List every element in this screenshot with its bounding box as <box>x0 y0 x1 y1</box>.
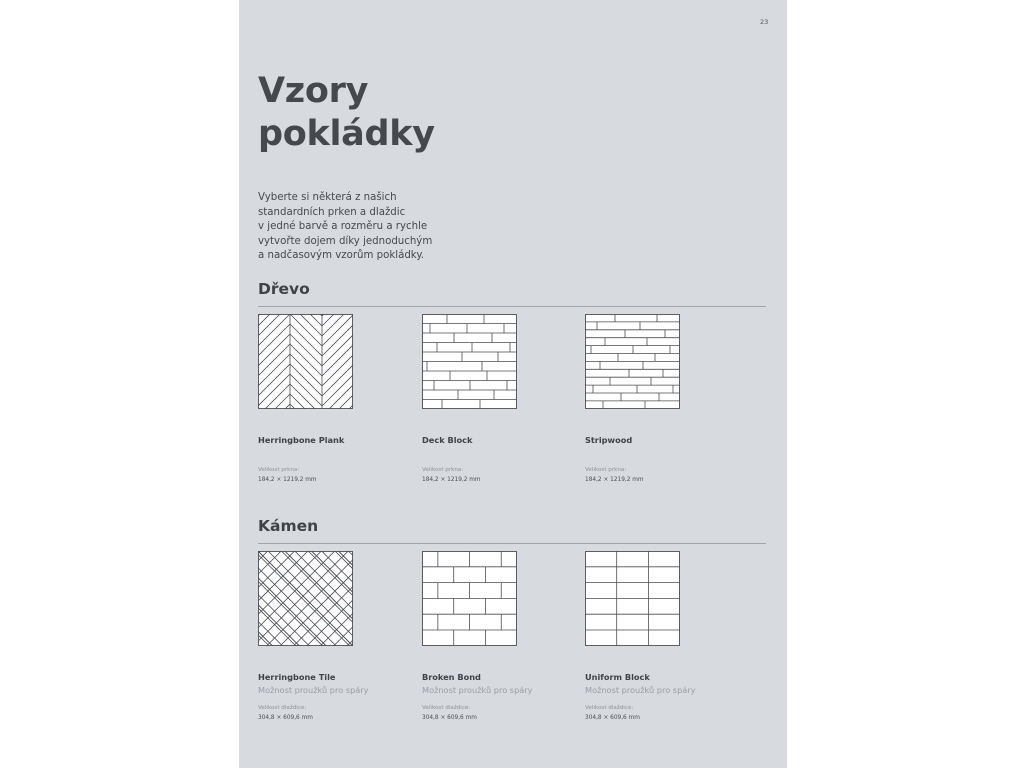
pattern-name: Herringbone Tile <box>258 672 336 682</box>
stripwood-pattern-icon <box>585 314 680 409</box>
size-label: Velikost prkna: <box>585 467 627 473</box>
size-label: Velikost prkna: <box>258 467 300 473</box>
size-value: 304,8 × 609,6 mm <box>422 715 477 721</box>
grout-strip-option: Možnost proužků pro spáry <box>422 685 533 695</box>
intro-line: standardních prken a dlaždic <box>258 206 406 218</box>
deck-block-pattern-icon <box>422 314 517 409</box>
size-value: 184,2 × 1219,2 mm <box>585 477 644 483</box>
broken-bond-pattern-icon <box>422 551 517 646</box>
intro-line: v jedné barvě a rozměru a rychle <box>258 221 428 232</box>
intro-line: vytvořte dojem díky jednoduchým <box>258 235 433 247</box>
pattern-card-herringbone-plank <box>258 314 408 489</box>
page-title-line-2: pokládky <box>258 114 435 154</box>
uniform-block-pattern-icon <box>585 551 680 646</box>
size-label: Velikost dlaždice: <box>422 705 471 711</box>
pattern-card-uniform-block <box>585 551 735 726</box>
section-divider <box>258 543 766 544</box>
pattern-name: Broken Bond <box>422 672 481 682</box>
stone-section <box>258 516 766 721</box>
pattern-card-deck-block <box>422 314 572 489</box>
intro-paragraph <box>258 191 432 264</box>
size-value: 304,8 × 609,6 mm <box>258 715 313 721</box>
herringbone-tile-pattern-icon <box>258 551 353 646</box>
wood-section <box>258 279 766 483</box>
page-number: 23 <box>760 18 769 26</box>
page-title-line-1: Vzory <box>258 71 369 111</box>
size-label: Velikost dlaždice: <box>258 705 307 711</box>
herringbone-plank-pattern-icon <box>258 314 353 409</box>
pattern-name: Deck Block <box>422 435 473 445</box>
grout-strip-option: Možnost proužků pro spáry <box>258 685 369 695</box>
size-label: Velikost prkna: <box>422 467 464 473</box>
size-value: 184,2 × 1219,2 mm <box>258 477 317 483</box>
pattern-name: Herringbone Plank <box>258 435 345 445</box>
intro-line: a nadčasovým vzorům pokládky. <box>258 250 425 261</box>
pattern-card-herringbone-tile <box>258 551 408 726</box>
intro-line: Vyberte si některá z našich <box>258 192 397 203</box>
size-value: 184,2 × 1219,2 mm <box>422 477 481 483</box>
section-divider <box>258 306 766 307</box>
grout-strip-option: Možnost proužků pro spáry <box>585 685 696 695</box>
pattern-name: Uniform Block <box>585 672 650 682</box>
catalog-page <box>239 0 787 768</box>
pattern-name: Stripwood <box>585 435 633 445</box>
size-label: Velikost dlaždice: <box>585 705 634 711</box>
wood-section-heading: Dřevo <box>258 280 310 298</box>
pattern-card-stripwood <box>585 314 735 489</box>
page-title <box>258 70 435 156</box>
size-value: 304,8 × 609,6 mm <box>585 715 640 721</box>
pattern-card-broken-bond <box>422 551 572 726</box>
stone-section-heading: Kámen <box>258 517 319 535</box>
